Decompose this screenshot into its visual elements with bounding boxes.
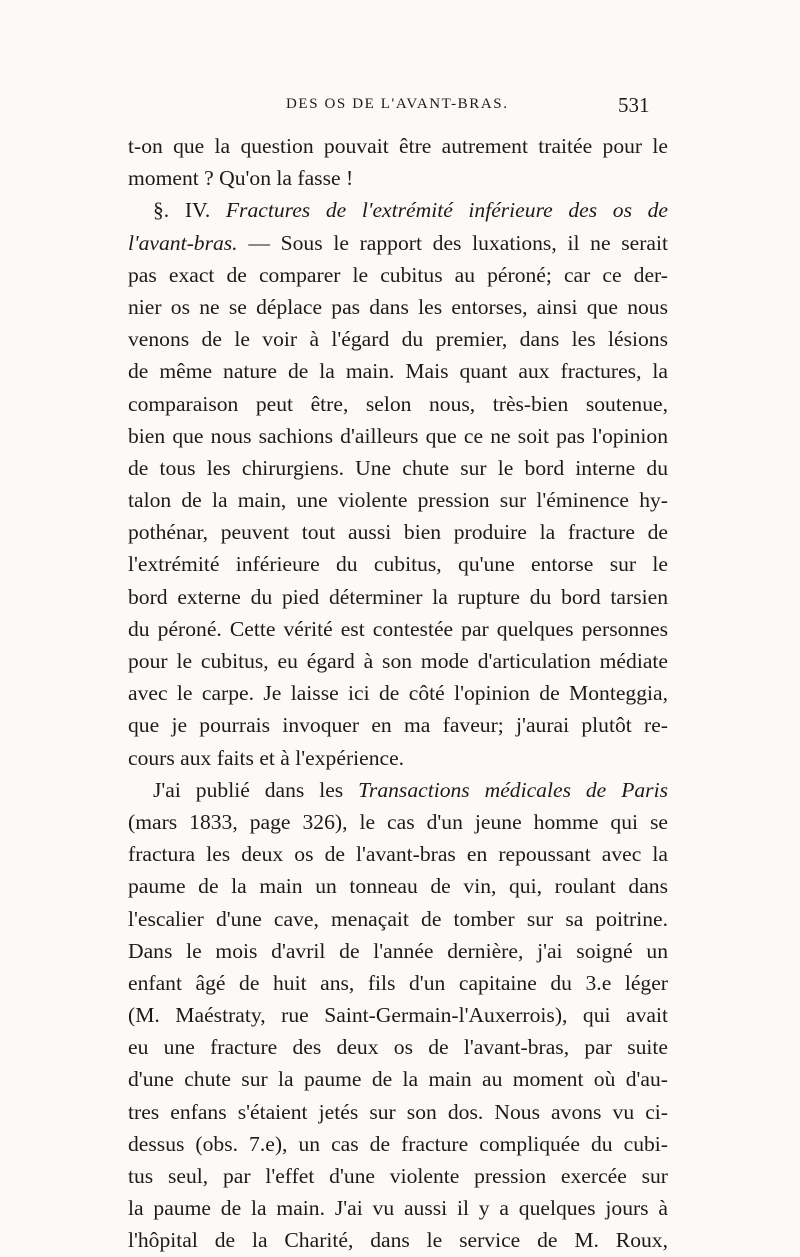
- text-line: pour le cubitus, eu égard à son mode d'articulation médiate: [128, 649, 668, 673]
- text-line: t-on que la question pouvait être autrement traitée pour le: [128, 134, 668, 158]
- page-number: 531: [618, 93, 650, 117]
- text-line: moment ? Qu'on la fasse !: [128, 166, 354, 191]
- section-title: Fractures de l'extrémité inférieure des os de: [225, 198, 668, 223]
- running-head: DES OS DE L'AVANT-BRAS.: [286, 96, 509, 112]
- text-line: tus seul, par l'effet d'une violente pression exercée sur: [128, 1164, 668, 1188]
- page-header: [0, 93, 800, 126]
- text-line: dessus (obs. 7.e), un cas de fracture compliquée du cubi-: [128, 1131, 668, 1156]
- text-line: pas exact de comparer le cubitus au péroné; car ce der-: [128, 262, 668, 287]
- text-line: pothénar, peuvent tout aussi bien produire la fracture de: [128, 520, 668, 545]
- journal-title: Transactions médicales de Paris: [358, 777, 668, 802]
- text-line: (mars 1833, page 326), le cas d'un jeune homme qui se: [128, 809, 668, 834]
- text-line: venons de le voir à l'égard du premier, dans les lésions: [128, 327, 668, 352]
- text-line: cours aux faits et à l'expérience.: [128, 745, 405, 770]
- text-line: du péroné. Cette vérité est contestée par quelques personnes: [128, 616, 668, 641]
- text-line: l'hôpital de la Charité, dans le service de M. Roux,: [128, 1228, 668, 1253]
- text-line: de même nature de la main. Mais quant aux fractures, la: [128, 359, 668, 384]
- text-line: bord externe du pied déterminer la rupture du bord tarsien: [128, 584, 668, 609]
- text-line: la paume de la main. J'ai vu aussi il y a quelques jours à: [128, 1196, 668, 1221]
- text-line: avec le carpe. Je laisse ici de côté l'opinion de Monteggia,: [128, 681, 668, 706]
- text-line: Dans le mois d'avril de l'année dernière, j'ai soigné un: [128, 938, 668, 963]
- text-line: paume de la main un tonneau de vin, qui, roulant dans: [128, 874, 668, 899]
- text-line: [128, 774, 668, 806]
- text-line: l'escalier d'une cave, menaçait de tomber sur sa poitrine.: [128, 906, 668, 931]
- text-line: d'une chute sur la paume de la main au moment où d'au-: [128, 1067, 668, 1092]
- text-line: [128, 227, 668, 259]
- section-title-continued: l'avant-bras.: [128, 230, 238, 255]
- section-heading: [128, 194, 668, 226]
- text-line: talon de la main, une violente pression sur l'éminence hy-: [128, 488, 668, 513]
- text-line: de tous les chirurgiens. Une chute sur le bord interne du: [128, 455, 668, 480]
- text-line: l'extrémité inférieure du cubitus, qu'une entorse sur le: [128, 552, 668, 577]
- text-line: fractura les deux os de l'avant-bras en repoussant avec la: [128, 842, 668, 867]
- text-line: tres enfans s'étaient jetés sur son dos. Nous avons vu ci-: [128, 1099, 668, 1124]
- text-line: enfant âgé de huit ans, fils d'un capitaine du 3.e léger: [128, 970, 668, 995]
- text-line: comparaison peut être, selon nous, très-bien soutenue,: [128, 391, 668, 416]
- text-run: — Sous le rapport des luxations, il ne serait: [248, 230, 668, 255]
- text-run: J'ai publié dans les: [153, 777, 344, 802]
- text-line: que je pourrais invoquer en ma faveur; j'aurai plutôt re-: [128, 713, 668, 738]
- text-line: bien que nous sachions d'ailleurs que ce ne soit pas l'opinion: [128, 423, 668, 448]
- text-line: eu une fracture des deux os de l'avant-bras, par suite: [128, 1035, 668, 1060]
- section-number: §. IV.: [153, 198, 211, 223]
- text-line: (M. Maéstraty, rue Saint-Germain-l'Auxerrois), qui avait: [128, 1003, 668, 1028]
- text-line: nier os ne se déplace pas dans les entorses, ainsi que nous: [128, 294, 668, 319]
- page-body: [128, 130, 668, 1257]
